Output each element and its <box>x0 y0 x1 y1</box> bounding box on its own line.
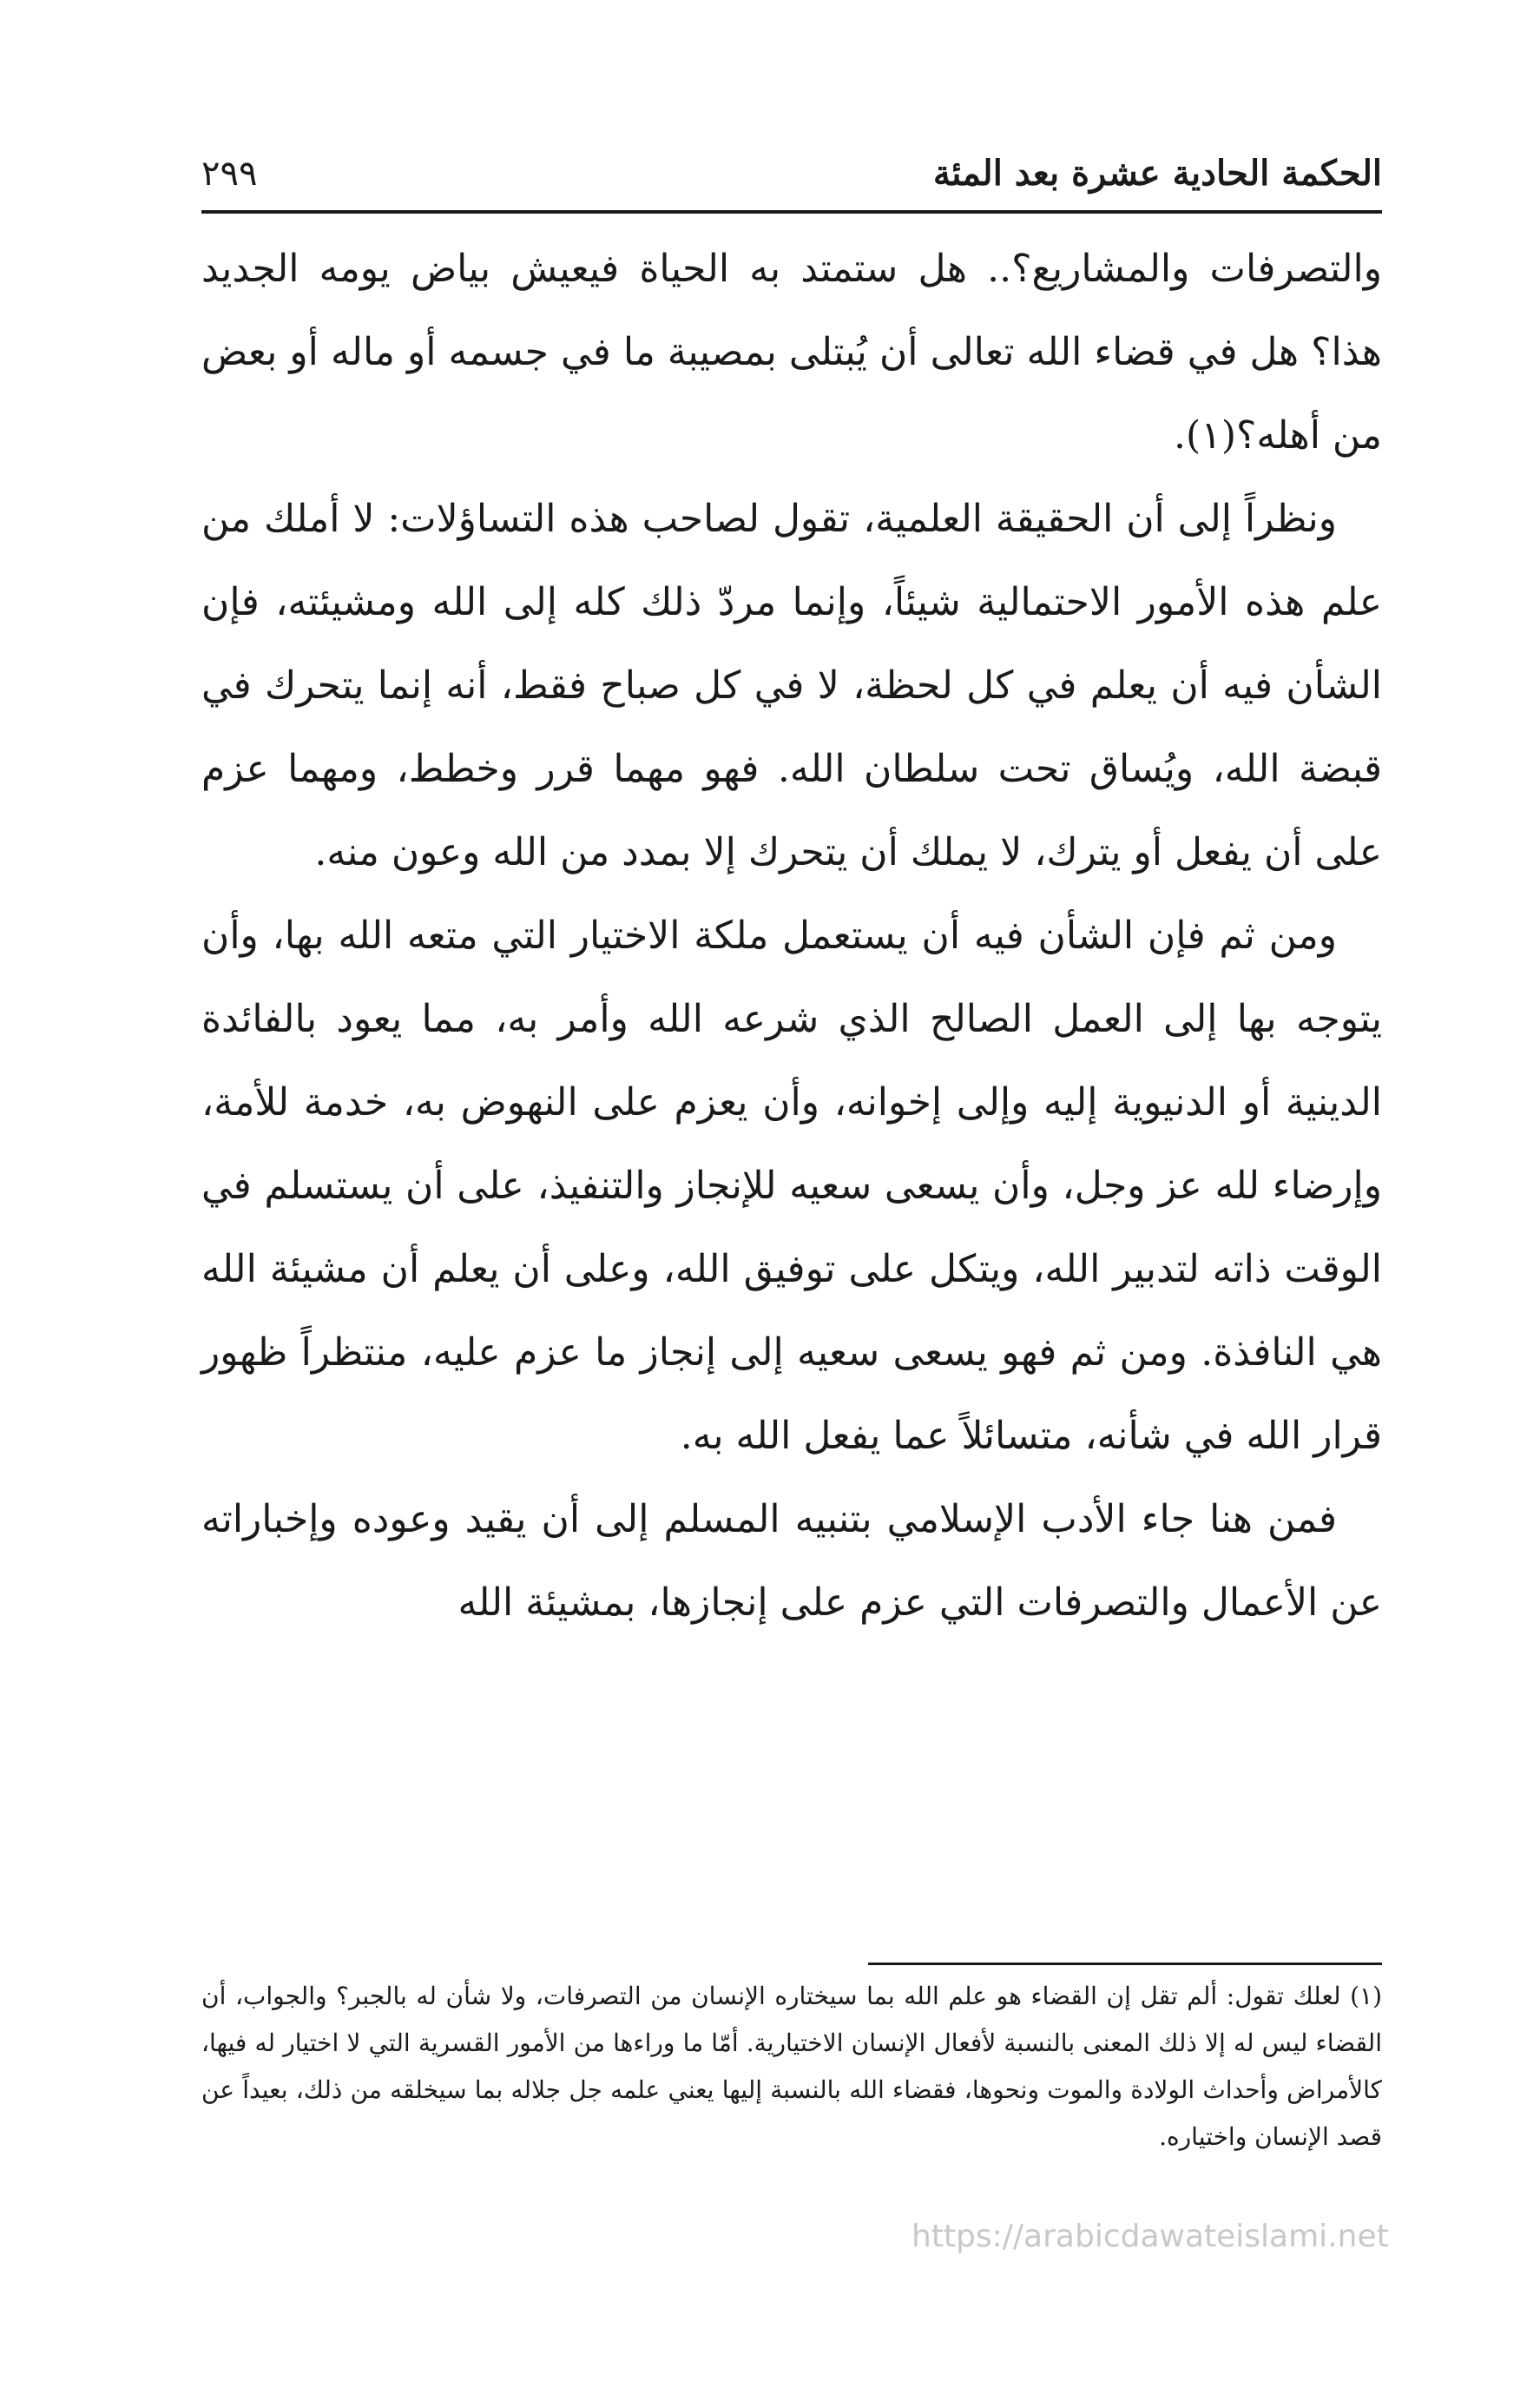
running-header <box>201 148 1382 208</box>
paragraph-continuation: والتصرفات والمشاريع؟.. هل ستمتد به الحياة فيعيش بياض يومه الجديد هذا؟ هل في قضاء الله تعالى أن يُبتلى بمصيبة ما في جسمه أو ماله أو بعض من أهله؟(١). <box>201 247 1382 458</box>
paragraph: فمن هنا جاء الأدب الإسلامي بتنبيه المسلم إلى أن يقيد وعوده وإخباراته عن الأعمال والتصرفات التي عزم على إنجازها، بمشيئة الله <box>201 1497 1382 1625</box>
paragraph: ونظراً إلى أن الحقيقة العلمية، تقول لصاحب هذه التساؤلات: لا أملك من علم هذه الأمور الاحتمالية شيئاً، وإنما مردّ ذلك كله إلى الله ومشيئته، فإن الشأن فيه أن يعلم في كل لحظة، لا في كل صباح فقط، أنه إنما يتحرك في قبضة الله، ويُساق تحت سلطان الله. فهو مهما قرر وخطط، ومهما عزم على أن يفعل أو يترك، لا يملك أن يتحرك إلا بمدد من الله وعون منه. <box>201 497 1382 874</box>
footnote-text: (١) لعلك تقول: ألم تقل إن القضاء هو علم الله بما سيختاره الإنسان من التصرفات، ولا شأن له بالجبر؟ والجواب، أن القضاء ليس له إلا ذلك المعنى بالنسبة لأفعال الإنسان الاختيارية. أمّا ما وراءها من الأمور القسرية التي لا اختيار له فيها، كالأمراض وأحداث الولادة والموت ونحوها، فقضاء الله بالنسبة إليها يعني علمه جل جلاله بما سيخلقه من ذلك، بعيداً عن قصد الإنسان واختياره. <box>201 1982 1382 2151</box>
watermark-url: https://arabicdawateislami.net <box>911 2219 1389 2254</box>
footnote-rule <box>868 1963 1382 1965</box>
page-number: ٢٩٩ <box>201 154 258 194</box>
running-title: الحكمة الحادية عشرة بعد المئة <box>932 153 1382 194</box>
footnote <box>201 1973 1382 2161</box>
paragraph: ومن ثم فإن الشأن فيه أن يستعمل ملكة الاختيار التي متعه الله بها، وأن يتوجه بها إلى العمل الصالح الذي شرعه الله وأمر به، مما يعود بالفائدة الدينية أو الدنيوية إليه وإلى إخوانه، وأن يعزم على النهوض به، خدمة للأمة، وإرضاء لله عز وجل، وأن يسعى سعيه للإنجاز والتنفيذ، على أن يستسلم في الوقت ذاته لتدبير الله، ويتكل على توفيق الله، وعلى أن يعلم أن مشيئة الله هي النافذة. ومن ثم فهو يسعى سعيه إلى إنجاز ما عزم عليه، منتظراً ظهور قرار الله في شأنه، متسائلاً عما يفعل الله به. <box>201 914 1382 1458</box>
header-rule <box>201 210 1382 214</box>
main-text <box>201 228 1382 1645</box>
